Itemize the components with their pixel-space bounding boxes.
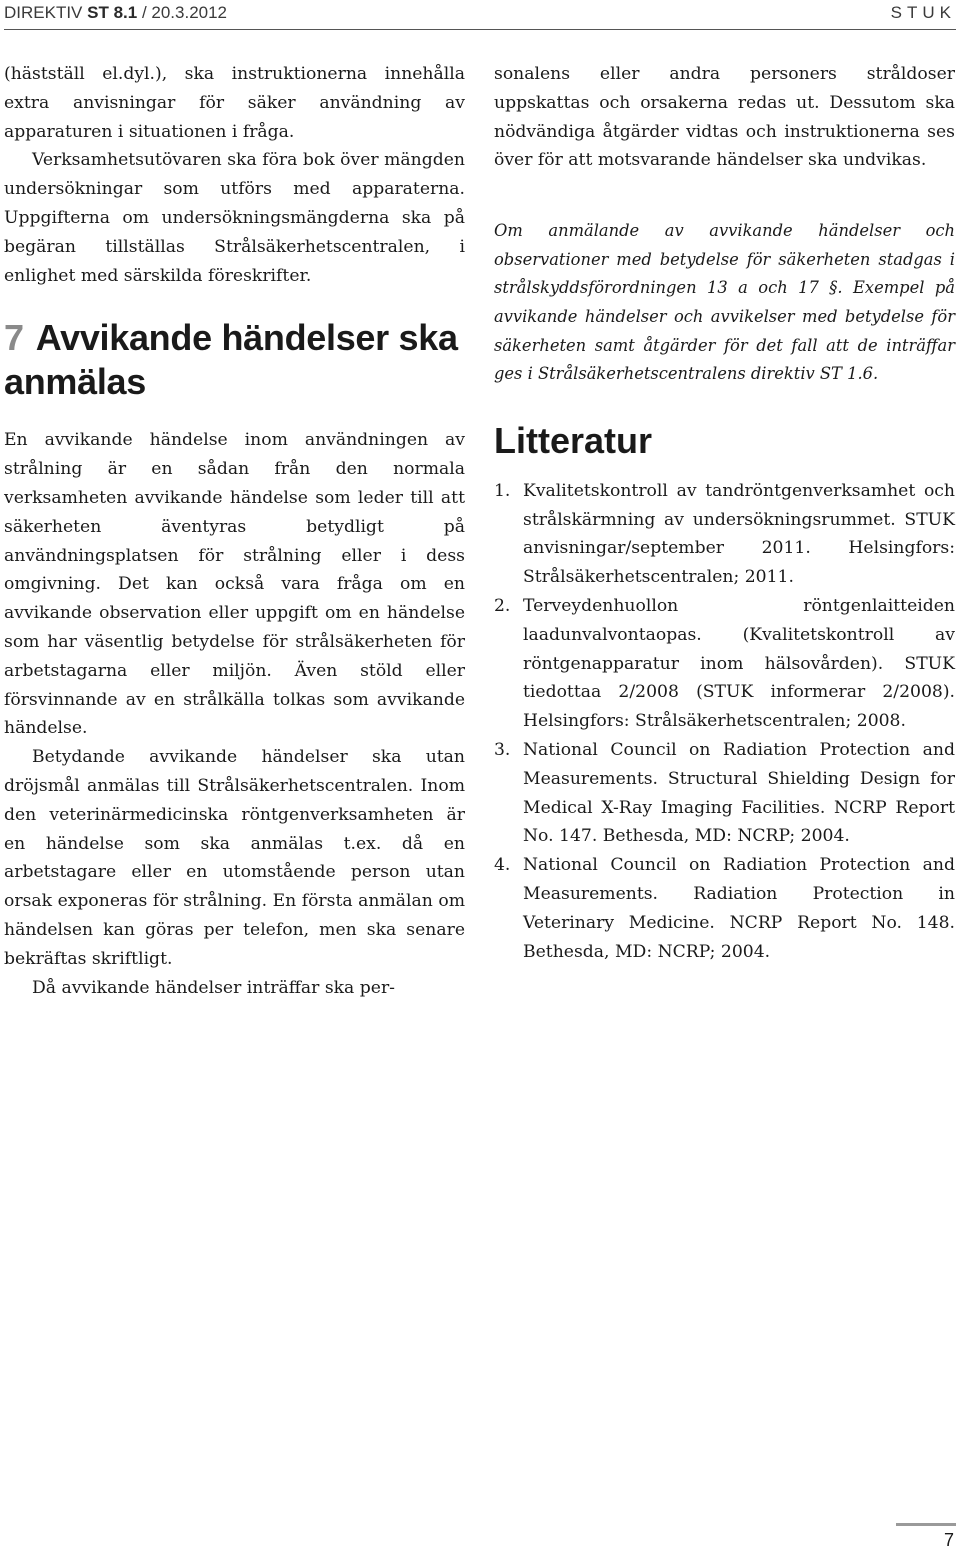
- paragraph-dose-assessment: sonalens eller andra personers stråldoser uppskattas och orsakerna redas ut. Dessutom ska nödvändiga åtgärder vidtas och instruktionerna ses över för att motsvarande händelser ska undvikas.: [494, 64, 955, 171]
- paragraph-definition: En avvikande händelse inom användningen av strålning är en sådan från den normala verksamheten avvikande händelse som leder till att säkerheten äventyras betydligt på användningsplatsen för strålning eller i dess omgivning. Det kan också vara fråga om en avvikande observation eller uppgift om en händelse som har väsentlig betydelse för strålsäkerheten för arbetstagarna eller miljön. Även stöld eller försvinnande av en strålkälla tolkas som avvikande händelse.: [4, 430, 465, 739]
- paragraph-continuation: Då avvikande händelser inträffar ska per-: [32, 977, 395, 998]
- paragraph-apparatus-instructions: (hästställ el.dyl.), ska instruktionerna innehålla extra anvisningar för säker användning av apparaturen i situationen i fråga.: [4, 64, 465, 142]
- doc-code: ST 8.1: [87, 3, 138, 22]
- reference-number: 1.: [494, 480, 511, 501]
- italic-note: Om anmälande av avvikande händelser och observationer med betydelse för säkerheten stadgas i strålskyddsförordningen 13 a och 17 §. Exempel på avvikande händelser och avvikelser med betydelse för säkerheten samt åtgärder för det fall att de inträffar ges i Strålsäkerhetscentralens direktiv ST 1.6.: [494, 221, 955, 384]
- doc-prefix: DIREKTIV: [4, 3, 88, 22]
- section-title: Avvikande händelser ska anmälas: [4, 317, 458, 403]
- reference-item: [494, 736, 955, 851]
- section-number: 7: [4, 317, 24, 359]
- reference-number: 3.: [494, 739, 511, 760]
- document-reference: [4, 3, 227, 23]
- reference-number: 2.: [494, 595, 511, 616]
- paragraph-reporting: Betydande avvikande händelser ska utan dröjsmål anmälas till Strålsäkerhetscentralen. Inom den veterinärmedicinska röntgenverksamheten är en händelse som ska anmälas t.ex. då en arbetstagare eller en utomstående person utan orsak exponeras för strålning. En första anmälan om händelsen kan göras per telefon, men ska senare bekräftas skriftligt.: [4, 747, 465, 969]
- reference-list: [494, 477, 955, 967]
- reference-item: [494, 477, 955, 592]
- reference-number: 4.: [494, 855, 511, 876]
- organization-name: STUK: [890, 3, 956, 22]
- reference-text: National Council on Radiation Protection and Measurements. Structural Shielding Design for Medical X-Ray Imaging Facilities. NCRP Report No. 147. Bethesda, MD: NCRP; 2004.: [523, 739, 955, 847]
- left-column: [4, 60, 465, 1002]
- reference-text: Kvalitetskontroll av tandröntgenverksamhet och strålskärmning av undersökningsrummet. STUK anvisningar/september 2011. Helsingfors: Strålsäkerhetscentralen; 2011.: [523, 480, 955, 588]
- reference-text: Terveydenhuollon röntgenlaitteiden laadunvalvontaopas. (Kvalitetskontroll av röntgenapparatur inom hälsovården). STUK tiedottaa 2/2008 (STUK informerar 2/2008). Helsingfors: Strålsäkerhetscentralen; 2008.: [523, 595, 955, 732]
- paragraph-record-keeping: Verksamhetsutövaren ska föra bok över mängden undersökningar som utförs med apparaterna. Uppgifterna om undersökningsmängderna ska på begäran tillställas Strålsäkerhetscentralen, i enlighet med särskilda föreskrifter.: [4, 150, 465, 286]
- reference-text: National Council on Radiation Protection and Measurements. Radiation Protection in Veterinary Medicine. NCRP Report No. 148. Bethesda, MD: NCRP; 2004.: [523, 855, 955, 962]
- reference-item: [494, 592, 955, 736]
- page-header: [4, 0, 956, 30]
- header-divider: [4, 29, 956, 30]
- doc-date: / 20.3.2012: [137, 3, 228, 22]
- footer-divider: [896, 1523, 956, 1526]
- section-heading: [4, 316, 465, 404]
- right-column: [494, 60, 955, 966]
- page-number: 7: [943, 1530, 954, 1550]
- reference-item: [494, 851, 955, 966]
- literature-heading: Litteratur: [494, 419, 653, 461]
